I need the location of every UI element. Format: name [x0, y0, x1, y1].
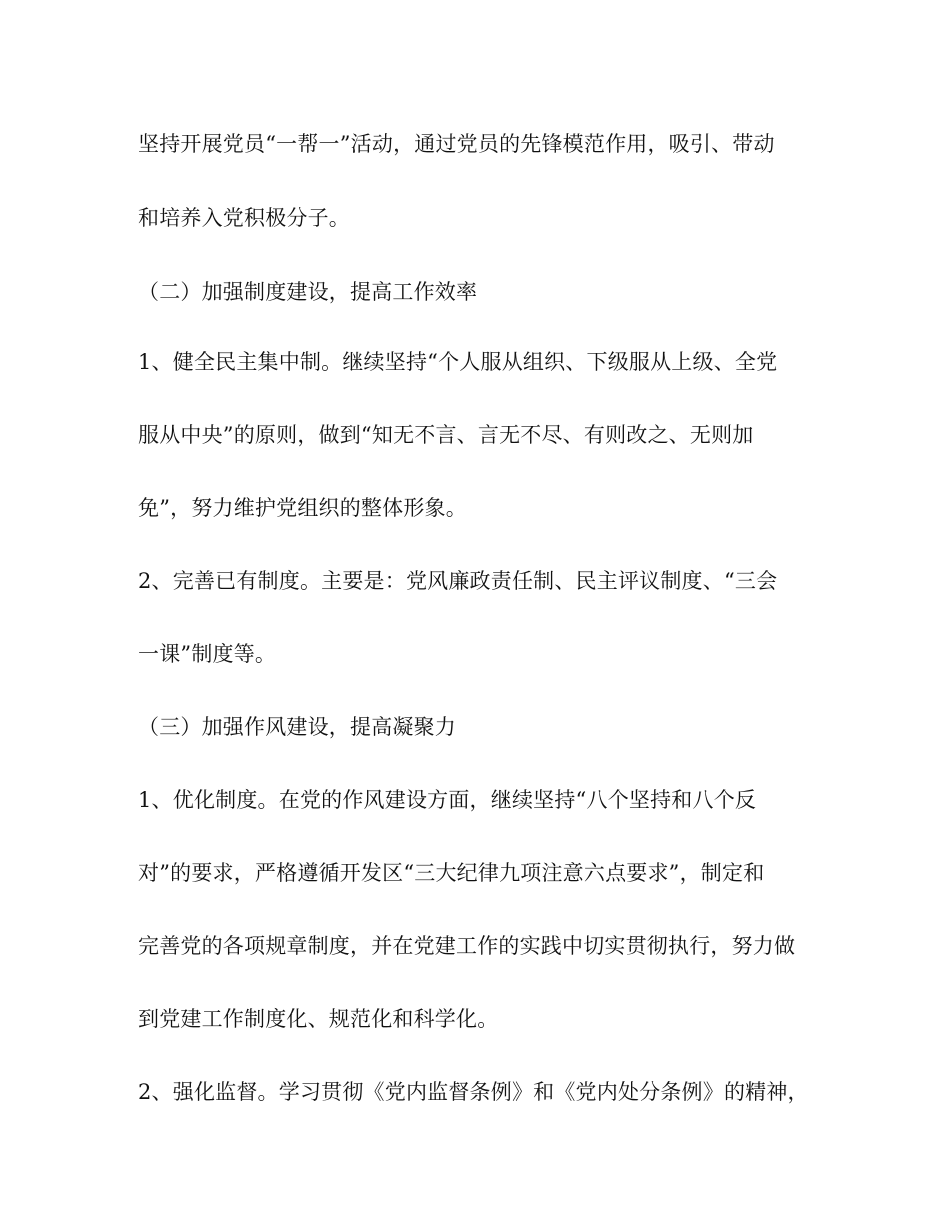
text-line: 和培养入党积极分子。 — [138, 206, 350, 230]
text-line: 完善党的各项规章制度，并在党建工作的实践中切实贯彻执行，努力做 — [138, 934, 796, 958]
text-line: 免”，努力维护党组织的整体形象。 — [138, 496, 467, 520]
text-line: 服从中央”的原则，做到“知无不言、言无不尽、有则改之、无则加 — [138, 423, 754, 447]
text-line: 1、健全民主集中制。继续坚持“个人服从组织、下级服从上级、全党 — [138, 350, 778, 374]
text-line: 1、优化制度。在党的作风建设方面，继续坚持“八个坚持和八个反 — [138, 788, 757, 812]
section-heading: （二）加强制度建设，提高工作效率 — [138, 280, 478, 304]
text-line: 2、完善已有制度。主要是：党风廉政责任制、民主评议制度、“三会 — [138, 569, 778, 593]
text-line: 对”的要求，严格遵循开发区“三大纪律九项注意六点要求”，制定和 — [138, 861, 765, 885]
text-line: 坚持开展党员“一帮一”活动，通过党员的先锋模范作用，吸引、带动 — [138, 132, 775, 156]
text-line: 2、强化监督。学习贯彻《党内监督条例》和《党内处分条例》的精神， — [138, 1080, 809, 1104]
text-line: 到党建工作制度化、规范化和科学化。 — [138, 1007, 499, 1031]
section-heading: （三）加强作风建设，提高凝聚力 — [138, 715, 456, 739]
text-line: 一课”制度等。 — [138, 642, 277, 666]
